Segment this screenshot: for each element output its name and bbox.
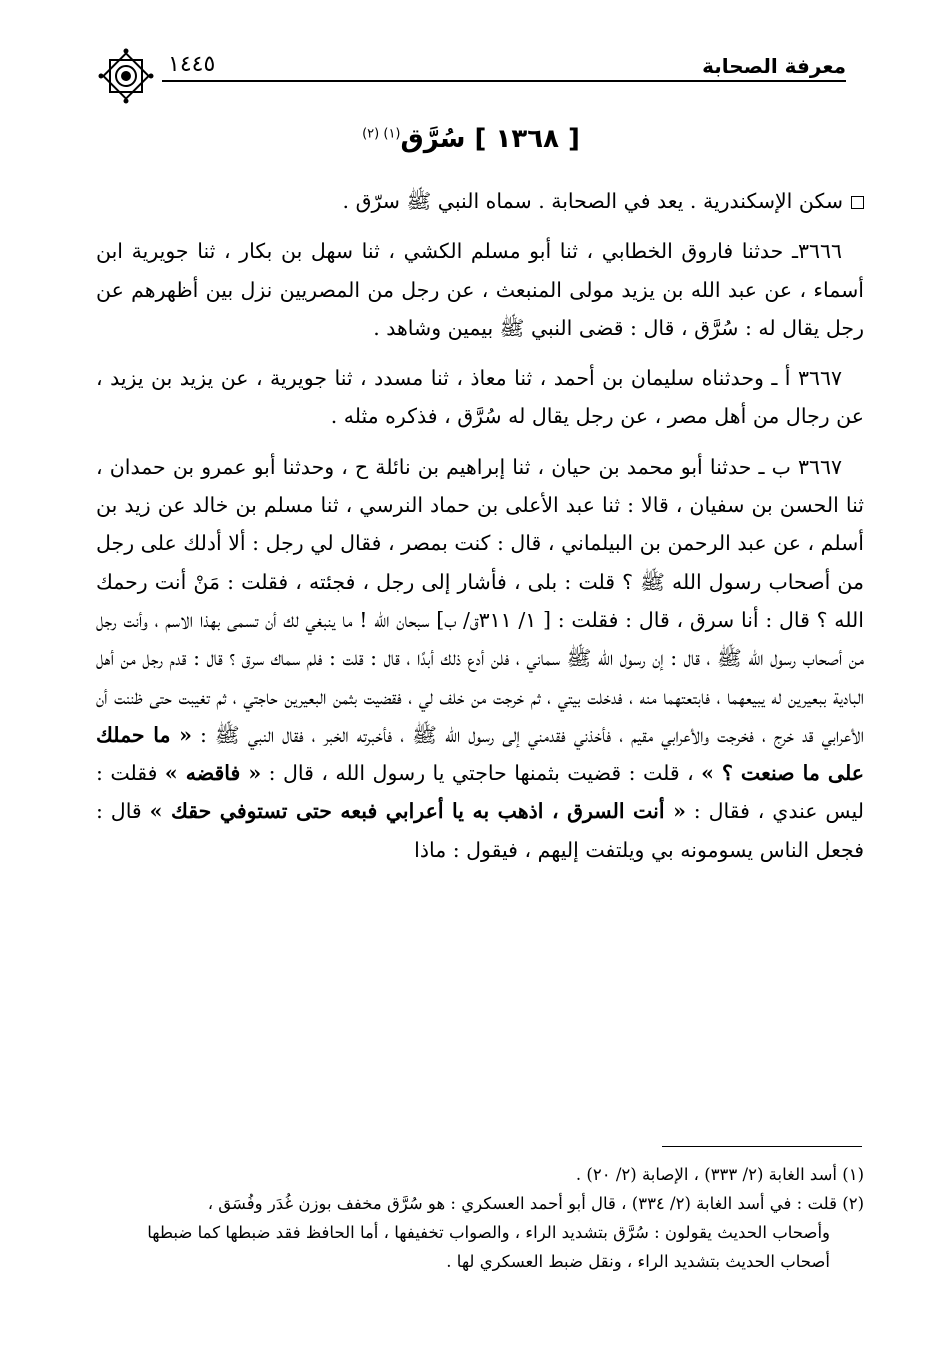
hadith-paragraph: ٣٦٦٦ـ حدثنا فاروق الخطابي ، ثنا أبو مسلم الكشي ، ثنا سهل بن بكار ، ثنا جويرية ابن أسماء ، عن عبد الله بن يزيد مولى المنبعث ، عن رجل من المصريين نزل بين أظهرهم عن رجل يقال له : سُرَّق ، قال : قضى النبي ﷺ بيمين وشاهد . [96, 239, 864, 340]
square-bullet-icon [851, 196, 864, 209]
page-number: ١٤٤٥ [168, 52, 216, 77]
hadith-text: ٣٦٦٧ ب ـ حدثنا أبو محمد بن حيان ، ثنا إبراهيم بن نائلة ح ، وحدثنا أبو عمرو بن حمدان ، ثنا الحسن بن سفيان ، قالا : ثنا عبد الأعلى بن حماد النرسي ، ثنا مسلم بن خالد عن زيد بن أسلم ، عن عبد الرحمن بن البيلماني ، قال : كنت بمصر ، فقال لي رجل : ألا أدلك على رجل من أصحاب رسول الله ﷺ ؟ قلت : بلى ، فأشار إلى رجل ، فجئته ، فقلت : مَنْ أنت رحمك الله ؟ قال : أنا سرق ، قال : فقلت : [ ١/ ٣١١ق/ ب] سبحان الله ! ما ينبغي لك أن تسمى بهذا الاسم ، وأنت رجل من أصحاب رسول الله ﷺ ، قال : إن رسول الله ﷺ سماني ، فلن أدع ذلك أبدًا ، قال : قلت : فلم سماك سرق ؟ قال : قدم رجل من أهل البادية ببعيرين له يبيعهما ، فابتعتهما منه ، فدخلت بيتي ، ثم خرجت من خلف لي ، فقضيت بثمن البعيرين حاجتي ، ثم تغيبت حتى ظننت أن الأعرابي قد خرج ، فخرجت والأعرابي مقيم ، فأخذني فقدمني إلى رسول الله ﷺ ، فأخبرته الخبر ، فقال النبي ﷺ : [96, 454, 864, 747]
header-rule [162, 80, 846, 82]
hadith-paragraph [96, 448, 864, 869]
entry-title [0, 124, 942, 154]
entry-footnote-markers: (١) (٢) [362, 126, 401, 142]
hadith-text: فقلت : ليس عندي ، فقال : [96, 761, 864, 824]
hadith-text: ، قلت : قضيت بثمنها حاجتي يا رسول الله ، قال : [268, 761, 694, 786]
footnotes [96, 1160, 864, 1276]
entry-title-text: [ ١٣٦٨ ] سُرَّق [400, 124, 580, 154]
running-title: معرفة الصحابة [702, 54, 846, 78]
footnote: (٢) قلت : في أسد الغابة (٢/ ٣٣٤) ، قال أبو أحمد العسكري : هو سُرَّق مخفف بوزن غُدَر وفُسَق ، [207, 1194, 864, 1213]
star-ornament-icon [98, 48, 154, 104]
footnote-continuation: وأصحاب الحديث يقولون : سُرَّق بتشديد الراء ، والصواب تخفيفها ، أما الحافظ فقد ضبطها كما ضبطها أصحاب الحديث بتشديد الراء ، ونقل ضبط العسكري لها . [147, 1223, 830, 1271]
prophet-quote: « أنت السرق ، اذهب به يا أعرابي فبعه حتى تستوفي حقك » [149, 799, 686, 824]
prophet-quote: « فاقضه » [164, 761, 262, 786]
body-text [96, 182, 864, 881]
footnote: (١) أسد الغابة (٢/ ٣٣٣) ، الإصابة (٢/ ٢٠) . [575, 1165, 864, 1184]
intro-text: سكن الإسكندرية . يعد في الصحابة . سماه النبي ﷺ سرّق . [342, 189, 843, 213]
prophet-quote: « ما حملك على ما صنعت ؟ » [96, 722, 864, 786]
footnote-rule [662, 1146, 862, 1147]
hadith-text: قال : فجعل الناس يسومونه بي ويلتفت إليهم ، فيقول : ماذا [96, 799, 864, 862]
intro-paragraph [96, 182, 864, 220]
hadith-paragraph: ٣٦٦٧ أ ـ وحدثناه سليمان بن أحمد ، ثنا معاذ ، ثنا مسدد ، ثنا جويرية ، عن يزيد بن يزيد ، عن رجال من أهل مصر ، عن رجل يقال له سُرَّق ، فذكره مثله . [96, 366, 864, 429]
